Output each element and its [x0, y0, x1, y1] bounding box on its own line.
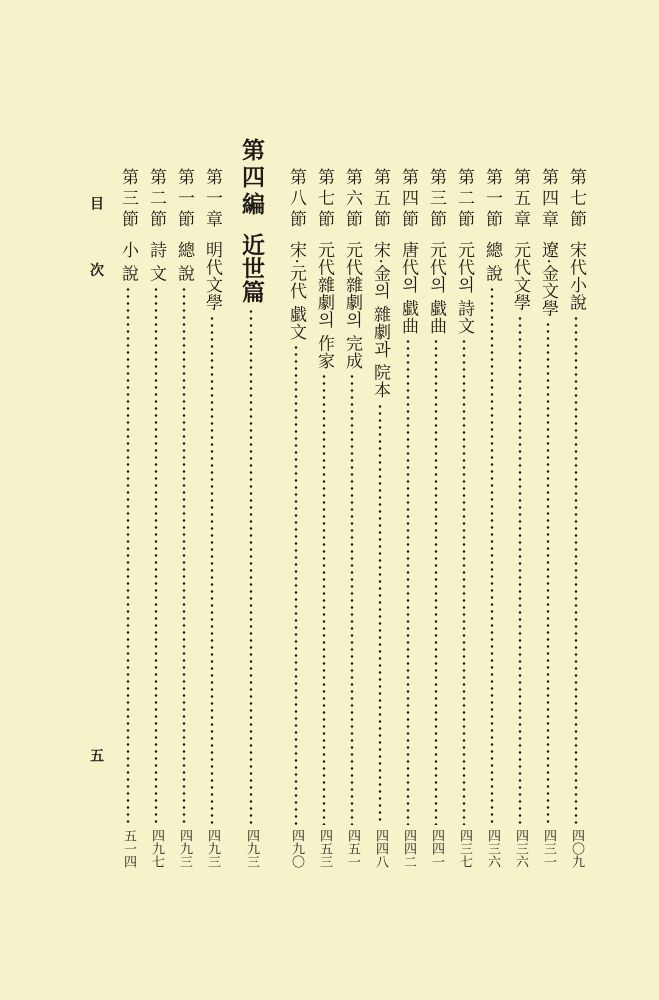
leader-dots	[210, 315, 214, 825]
toc-entry	[118, 168, 138, 868]
page-number: 四九三	[177, 829, 192, 868]
chapter-number: 第五章	[510, 168, 530, 231]
toc-entry	[398, 168, 418, 868]
section-number: 第四節	[398, 168, 418, 231]
page-number: 四九七	[149, 829, 164, 868]
leader-dots	[126, 286, 130, 825]
chapter-number: 第一章	[202, 168, 222, 231]
section-title: 宋·金의 雜劇과 院本	[370, 241, 390, 399]
section-title: 元代의 戱曲	[426, 241, 446, 335]
leader-dots	[518, 315, 522, 825]
chapter-title: 明代文學	[202, 241, 222, 311]
chapter-title: 遼·金文學	[538, 241, 558, 317]
page-number: 四四一	[429, 829, 444, 868]
leader-dots	[462, 338, 466, 825]
page-number: 四九〇	[289, 829, 304, 868]
toc-entry	[202, 168, 222, 868]
leader-dots	[294, 344, 298, 825]
section-title: 宋代小說	[566, 241, 586, 311]
section-title: 小 說	[118, 241, 138, 282]
toc-entry	[538, 168, 558, 868]
section-number: 第一節	[174, 168, 194, 231]
page-number: 四三六	[513, 829, 528, 868]
page-number: 四四八	[373, 829, 388, 868]
running-header-page-number: 五	[88, 748, 104, 762]
leader-dots	[182, 286, 186, 825]
section-title: 元代의 詩文	[454, 241, 474, 335]
toc-entry	[370, 168, 390, 868]
toc-entry	[510, 168, 530, 868]
toc-entry	[482, 168, 502, 868]
toc-entry	[426, 168, 446, 868]
toc-part-entry	[238, 138, 264, 868]
page-number: 四三六	[485, 829, 500, 868]
page-number: 四四二	[401, 829, 416, 868]
leader-dots	[350, 373, 354, 825]
section-number: 第七節	[314, 168, 334, 231]
page-number: 四三一	[541, 829, 556, 868]
chapter-number: 第四章	[538, 168, 558, 231]
toc-entry	[146, 168, 166, 868]
section-title: 詩 文	[146, 241, 166, 282]
page-number: 四〇九	[569, 829, 584, 868]
leader-dots	[322, 373, 326, 825]
section-number: 第一節	[482, 168, 502, 231]
section-number: 第三節	[118, 168, 138, 231]
leader-dots	[434, 338, 438, 825]
running-header-title: 目 次	[88, 196, 104, 301]
page-number: 五一四	[121, 829, 136, 868]
leader-dots	[248, 308, 254, 826]
section-number: 第六節	[342, 168, 362, 231]
toc-entry	[454, 168, 474, 868]
section-title: 宋·元代 戱文	[286, 241, 306, 341]
section-title: 總 說	[482, 241, 502, 282]
section-number: 第八節	[286, 168, 306, 231]
page-number: 四五三	[317, 829, 332, 868]
leader-dots	[490, 286, 494, 825]
section-number: 第二節	[146, 168, 166, 231]
page-number: 四九三	[205, 829, 220, 868]
toc-entry	[286, 168, 306, 868]
section-title: 元代雜劇의 完成	[342, 241, 362, 370]
leader-dots	[154, 286, 158, 825]
toc-entry	[314, 168, 334, 868]
part-number: 第四編	[238, 138, 265, 219]
section-number: 第五節	[370, 168, 390, 231]
leader-dots	[546, 321, 550, 825]
toc-entry	[566, 168, 586, 868]
leader-dots	[406, 338, 410, 825]
toc-entry	[174, 168, 194, 868]
page-number: 四五一	[345, 829, 360, 868]
page-number: 四九三	[244, 829, 259, 868]
section-number: 第二節	[454, 168, 474, 231]
section-number: 第七節	[566, 168, 586, 231]
section-number: 第三節	[426, 168, 446, 231]
chapter-title: 元代文學	[510, 241, 530, 311]
toc-entry	[342, 168, 362, 868]
section-title: 總 說	[174, 241, 194, 282]
section-title: 唐代의 戱曲	[398, 241, 418, 335]
leader-dots	[574, 315, 578, 825]
leader-dots	[378, 403, 382, 825]
page-number: 四三七	[457, 829, 472, 868]
section-title: 元代雜劇의 作家	[314, 241, 334, 370]
part-title: 近世篇	[238, 233, 265, 304]
